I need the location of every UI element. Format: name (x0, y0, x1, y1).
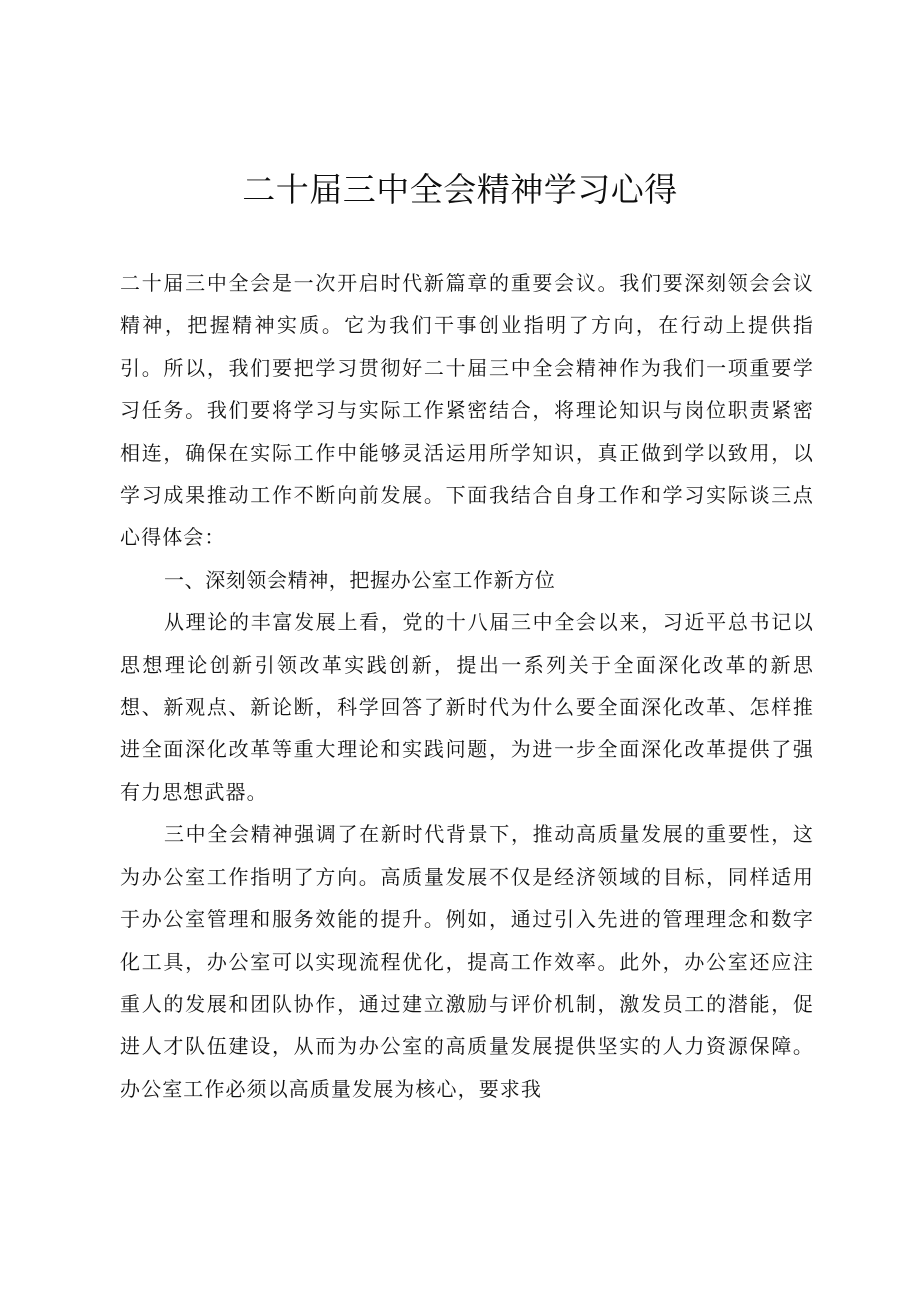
body-paragraph: 三中全会精神强调了在新时代背景下，推动高质量发展的重要性，这为办公室工作指明了方向。高质量发展不仅是经济领域的目标，同样适用于办公室管理和服务效能的提升。例如，通过引入先进的管理理念和数字化工具，办公室可以实现流程优化，提高工作效率。此外，办公室还应注重人的发展和团队协作，通过建立激励与评价机制，激发员工的潜能，促进人才队伍建设，从而为办公室的高质量发展提供坚实的人力资源保障。办公室工作必须以高质量发展为核心，要求我 (120, 822, 814, 1101)
section-heading: 一、深刻领会精神，把握办公室工作新方位 (164, 567, 556, 592)
document-body (120, 262, 814, 1110)
body-paragraph: 从理论的丰富发展上看，党的十八届三中全会以来，习近平总书记以思想理论创新引领改革实践创新，提出一系列关于全面深化改革的新思想、新观点、新论断，科学回答了新时代为什么要全面深化改革、怎样推进全面深化改革等重大理论和实践问题，为进一步全面深化改革提供了强有力思想武器。 (120, 610, 814, 804)
intro-paragraph: 二十届三中全会是一次开启时代新篇章的重要会议。我们要深刻领会会议精神，把握精神实质。它为我们干事创业指明了方向，在行动上提供指引。所以，我们要把学习贯彻好二十届三中全会精神作为我们一项重要学习任务。我们要将学习与实际工作紧密结合，将理论知识与岗位职责紧密相连，确保在实际工作中能够灵活运用所学知识，真正做到学以致用，以学习成果推动工作不断向前发展。下面我结合自身工作和学习实际谈三点心得体会： (120, 271, 814, 550)
document-title: 二十届三中全会精神学习心得 (242, 170, 678, 209)
